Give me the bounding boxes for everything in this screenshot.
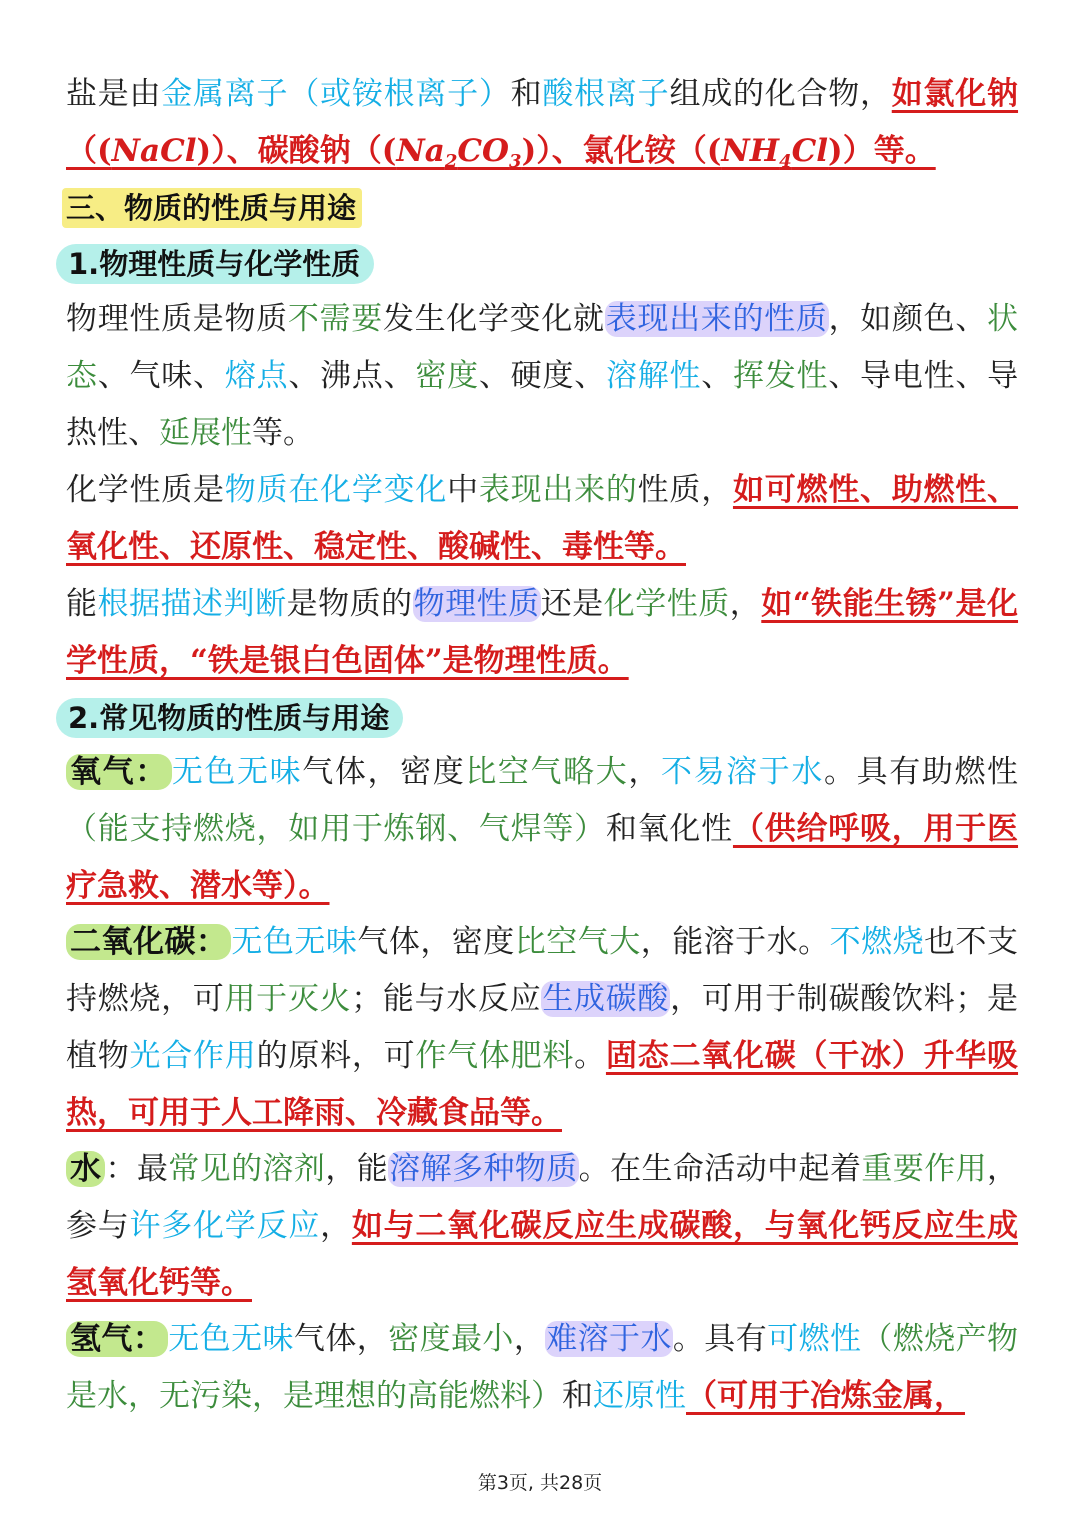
judgement-paragraph: 能根据描述判断是物质的物理性质还是化学性质，如“铁能生锈”是化学性质，“铁是银白色固体”是物理性质。 [66,586,1019,679]
keyword-hydrogen: 氢气： [66,1321,168,1357]
water-paragraph: 水 ：最常见的溶剂，能溶解多种物质。在生命活动中起着重要作用，参与许多化学反应，如与二氧化碳反应生成碳酸，与氧化钙反应生成氢氧化钙等。 [66,1151,1019,1301]
salt-definition-paragraph [66,66,1018,190]
oxygen-paragraph: 氧气： 无色无味气体，密度比空气略大，不易溶于水。具有助燃性（能支持燃烧，如用于炼钢、气焊等）和氧化性（供给呼吸，用于医疗急救、潜水等）。 [66,754,1019,904]
text: 盐是由 [66,76,162,112]
term-metal-ion: 金属离子（或铵根离子） [161,76,511,112]
hydrogen-paragraph: 氢气： 无色无味气体，密度最小，难溶于水。具有可燃性（燃烧产物是水，无污染，是理想的高能燃料）和还原性（可用于冶炼金属， [66,1321,1019,1414]
oxygen-uses: （供给呼吸，用于医疗急救、潜水等）。 [66,811,1019,904]
water-reactions: 如与二氧化碳反应生成碳酸，与氧化钙反应生成氢氧化钙等。 [66,1208,1019,1301]
salt-examples: 如氯化钠（(NaCl)）、碳酸钠$((Na_2CO_3))$、氯化铵$((NH_4Cl))$等。 [66,76,1019,172]
text: 组成的化合物， [669,76,892,112]
highlight-term: 表现出来的性质 [605,301,828,337]
subsection-heading-2: 2.常见物质的性质与用途 [56,698,403,738]
keyword-water: 水 [66,1151,105,1187]
text: 和 [510,76,543,112]
formula-nh4cl: $NH_4Cl$ [721,133,829,172]
dry-ice-uses: 固态二氧化碳（干冰）升华吸热，可用于人工降雨、冷藏食品等。 [66,1038,1019,1131]
physical-properties-paragraph: 物理性质是物质不需要发生化学变化就表现出来的性质，如颜色、状态、气味、熔点、沸点、密度、硬度、溶解性、挥发性、导电性、导热性、延展性等。 [66,301,1019,451]
highlight-term: 溶解多种物质 [389,1151,578,1187]
term-acid-radical: 酸根离子 [542,76,670,112]
subsection-heading-1: 1.物理性质与化学性质 [56,244,374,284]
judgement-example: 如“铁能生锈”是化学性质，“铁是银白色固体”是物理性质。 [66,586,1019,679]
chemical-properties-paragraph: 化学性质是物质在化学变化中表现出来的性质，如可燃性、助燃性、氧化性、还原性、稳定性、酸碱性、毒性等。 [66,472,1019,565]
section-heading: 三、物质的性质与用途 [62,188,362,228]
formula-na2co3: $Na_2CO_3$ [396,133,522,172]
page-footer: 第3页, 共28页 [477,1472,603,1494]
highlight-term: 生成碳酸 [542,981,670,1017]
highlight-term: 难溶于水 [546,1321,672,1357]
keyword-co2: 二氧化碳： [66,924,231,960]
co2-paragraph: 二氧化碳： 无色无味气体，密度比空气大，能溶于水。不燃烧也不支持燃烧，可用于灭火；能与水反应生成碳酸，可用于制碳酸饮料；是植物光合作用的原料，可作气体肥料。固态二氧化碳（干冰）升华吸热，可用于人工降雨、冷藏食品等。 [66,924,1019,1131]
formula-nacl: NaCl [111,133,197,169]
highlight-term: 物理性质 [413,586,540,622]
chemical-examples: 如可燃性、助燃性、氧化性、还原性、稳定性、酸碱性、毒性等。 [66,472,1019,565]
hydrogen-uses: （可用于冶炼金属， [686,1378,965,1414]
keyword-oxygen: 氧气： [66,754,172,790]
